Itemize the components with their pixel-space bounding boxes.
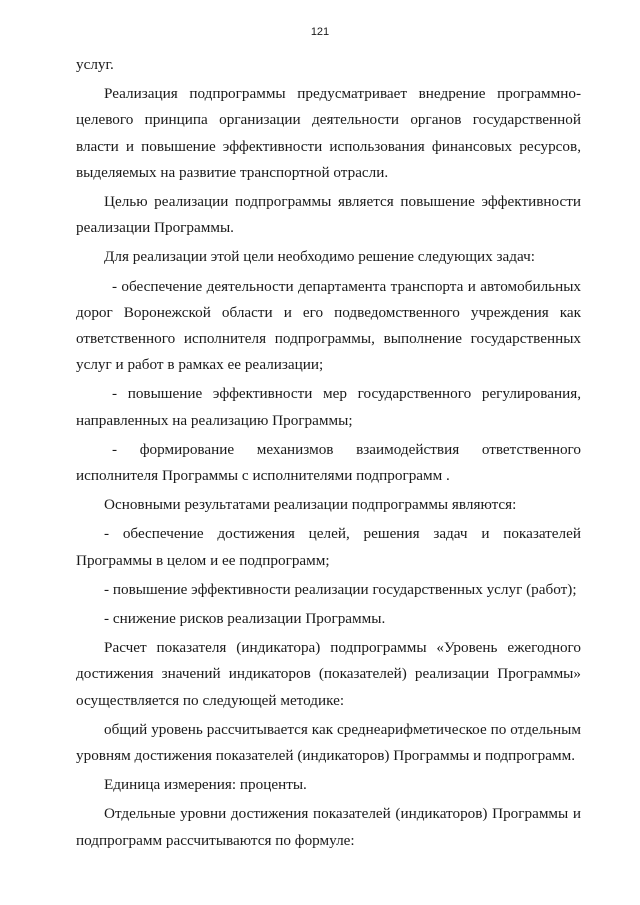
paragraph-13: общий уровень рассчитывается как среднеарифметическое по отдельным уровням достижения показателей (индикаторов) Программы и подпрограмм. [76,720,581,765]
paragraph-14: Единица измерения: проценты. [104,776,307,794]
paragraph-1: услуг. [76,56,114,73]
paragraph-6: - повышение эффективности мер государственного регулирования, направленных на реализацию Программы; [76,385,581,429]
paragraph-2: Реализация подпрограммы предусматривает внедрение программно-целевого принципа организации деятельности органов государственной власти и повышение эффективности использования финансовых ресурсов, выделяемых на развитие транспортной отрасли. [76,85,581,181]
paragraph-5: - обеспечение деятельности департамента транспорта и автомобильных дорог Воронежской области и его подведомственного учреждения как ответственного исполнителя подпрограммы, выполнение государственных услуг и работ в рамках ее реализации; [76,277,581,374]
paragraph-8: Основными результатами реализации подпрограммы являются: [104,496,517,514]
paragraph-3: Целью реализации подпрограммы является повышение эффективности реализации Программы. [76,193,581,237]
paragraph-7: - формирование механизмов взаимодействия ответственного исполнителя Программы с исполнителями подпрограмм . [76,440,581,485]
document-body [76,52,581,854]
paragraph-15: Отдельные уровни достижения показателей (индикаторов) Программы и подпрограмм рассчитываются по формуле: [76,805,581,849]
paragraph-12: Расчет показателя (индикатора) подпрограммы «Уровень ежегодного достижения значений индикаторов (показателей) реализации Программы» осуществляется по следующей методике: [76,639,581,709]
paragraph-9: - обеспечение достижения целей, решения задач и показателей Программы в целом и ее подпрограмм; [76,525,581,569]
paragraph-11: - снижение рисков реализации Программы. [104,610,386,628]
paragraph-10: - повышение эффективности реализации государственных услуг (работ); [104,580,577,598]
page-number: 121 [310,26,330,38]
paragraph-4: Для реализации этой цели необходимо решение следующих задач: [104,248,535,266]
